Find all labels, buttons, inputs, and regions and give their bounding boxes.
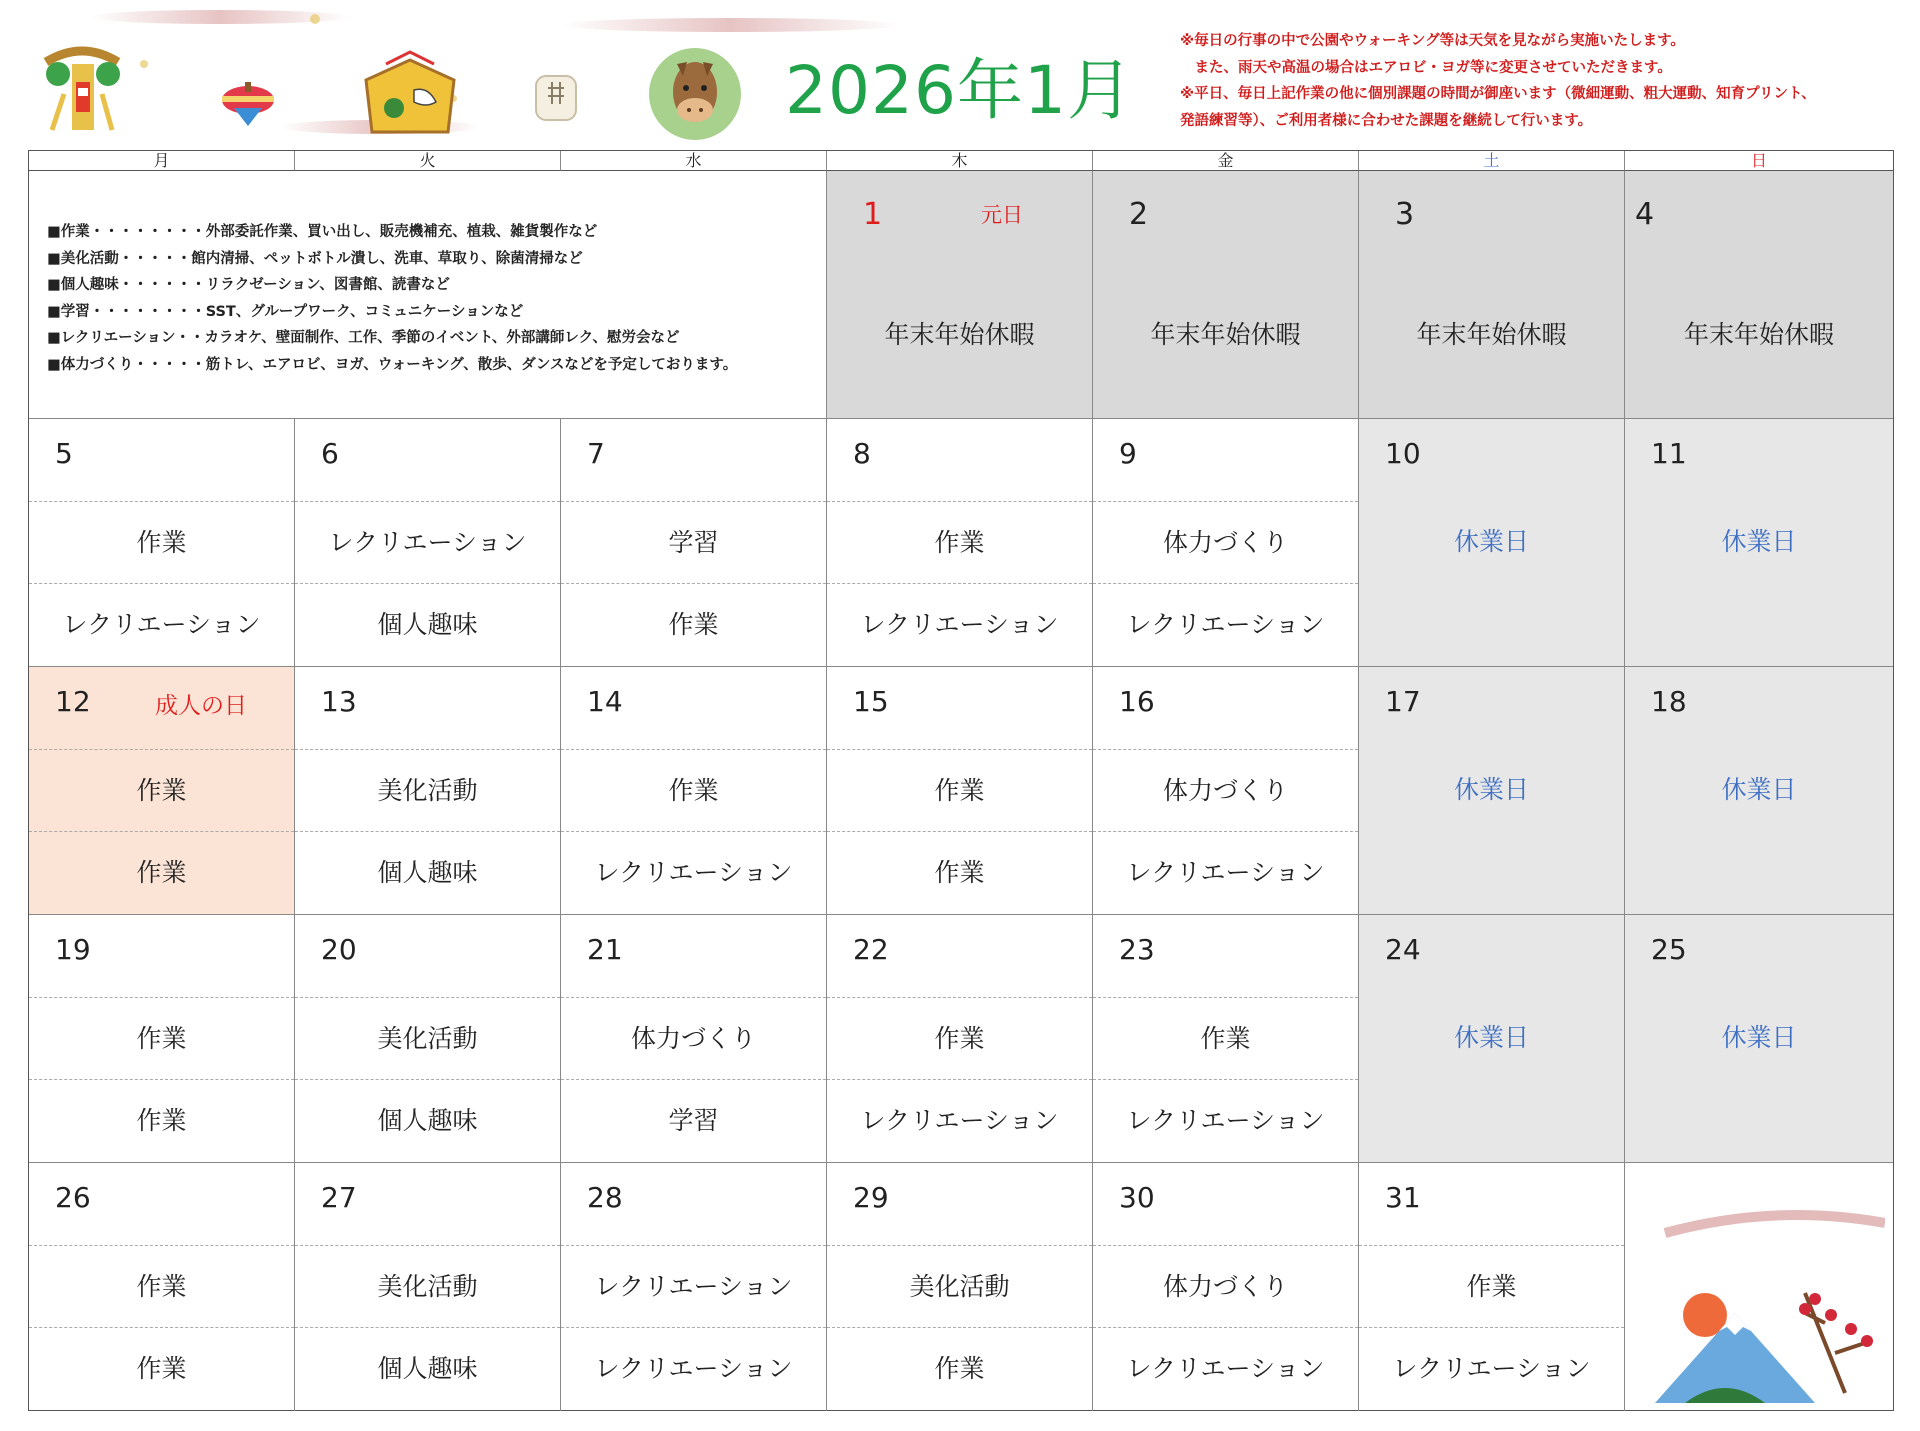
activity-afternoon: 作業 <box>561 583 826 666</box>
day-cell <box>1093 667 1359 915</box>
page-title: 2026年1月 <box>785 52 1134 129</box>
mount-fuji-icon <box>1655 1203 1885 1403</box>
day-number: 4 <box>1635 197 1655 232</box>
day-number: 14 <box>587 685 623 718</box>
day-cell <box>1093 915 1359 1163</box>
activity-afternoon: 作業 <box>29 1327 294 1410</box>
note-line: ※毎日の行事の中で公園やウォーキング等は天気を見ながら実施いたします。 <box>1180 33 1685 49</box>
day-cell <box>29 1163 295 1411</box>
activity-morning: 体力づくり <box>1093 501 1358 584</box>
day-cell <box>827 915 1093 1163</box>
day-cell <box>1359 915 1625 1163</box>
calendar-grid <box>28 150 1894 1411</box>
header <box>0 0 1920 148</box>
legend-item: ■個人趣味・・・・・・リラクゼーション、図書館、読書など <box>47 277 450 294</box>
closure-text: 年末年始休暇 <box>1416 320 1567 349</box>
activity-afternoon: 作業 <box>827 1327 1092 1410</box>
day-cell <box>1093 1163 1359 1411</box>
activity-afternoon: レクリエーション <box>1093 583 1358 666</box>
closed-label: 休業日 <box>1453 775 1529 804</box>
day-number: 8 <box>853 437 871 470</box>
day-number: 15 <box>853 685 889 718</box>
day-number: 10 <box>1385 437 1421 470</box>
day-cell <box>827 1163 1093 1411</box>
notes <box>1180 28 1880 134</box>
day-number: 28 <box>587 1181 623 1214</box>
shimenawa-icon <box>36 34 128 138</box>
day-cell <box>1625 419 1893 667</box>
day-number: 6 <box>321 437 339 470</box>
holiday-name: 成人の日 <box>155 693 247 719</box>
brush-stroke <box>560 18 900 32</box>
weekday-mon: 月 <box>29 151 295 171</box>
note-line: また、雨天や高温の場合はエアロビ・ヨガ等に変更させていただきます。 <box>1180 59 1672 76</box>
activity-afternoon: 個人趣味 <box>295 831 560 914</box>
day-number: 17 <box>1385 685 1421 718</box>
weekday-wed: 水 <box>561 151 827 171</box>
day-number: 25 <box>1651 933 1687 966</box>
activity-afternoon: 個人趣味 <box>295 1079 560 1162</box>
activity-afternoon: 作業 <box>29 1079 294 1162</box>
activity-morning: 作業 <box>29 997 294 1080</box>
day-number: 11 <box>1651 437 1687 470</box>
day-cell <box>827 667 1093 915</box>
closed-label: 休業日 <box>1721 1023 1797 1052</box>
activity-afternoon: レクリエーション <box>1093 831 1358 914</box>
horse-icon <box>647 46 743 142</box>
legend-cell <box>29 171 827 419</box>
gold-fleck <box>310 14 320 24</box>
day-cell <box>295 915 561 1163</box>
weekday-sat: 土 <box>1359 151 1625 171</box>
day-cell <box>561 915 827 1163</box>
note-line: ※平日、毎日上記作業の他に個別課題の時間が御座います（微細運動、粗大運動、知育プリント、 <box>1180 86 1816 102</box>
activity-afternoon: レクリエーション <box>827 583 1092 666</box>
closure-text: 年末年始休暇 <box>1683 320 1834 349</box>
day-number: 7 <box>587 437 605 470</box>
day-cell <box>295 667 561 915</box>
day-number: 16 <box>1119 685 1155 718</box>
day-number: 27 <box>321 1181 357 1214</box>
activity-morning: 作業 <box>1359 1245 1624 1328</box>
closure-text: 年末年始休暇 <box>1150 320 1301 349</box>
day-number: 3 <box>1395 197 1415 232</box>
gold-fleck <box>140 60 148 68</box>
day-number: 30 <box>1119 1181 1155 1214</box>
activity-morning: 作業 <box>1093 997 1358 1080</box>
activity-morning: 美化活動 <box>295 997 560 1080</box>
day-cell <box>1625 915 1893 1163</box>
day-cell <box>1093 171 1359 419</box>
day-cell <box>1625 667 1893 915</box>
day-cell <box>827 171 1093 419</box>
day-cell <box>1359 1163 1625 1411</box>
activity-morning: 美化活動 <box>295 1245 560 1328</box>
day-cell <box>1359 171 1625 419</box>
day-number: 2 <box>1129 197 1149 232</box>
activity-morning: 体力づくり <box>1093 1245 1358 1328</box>
activity-morning: 体力づくり <box>561 997 826 1080</box>
day-number: 26 <box>55 1181 91 1214</box>
day-number: 5 <box>55 437 73 470</box>
activity-legend <box>47 219 737 379</box>
note-line: 発語練習等）、ご利用者様に合わせた課題を継続して行います。 <box>1180 112 1593 129</box>
day-number: 23 <box>1119 933 1155 966</box>
day-number: 22 <box>853 933 889 966</box>
day-cell <box>827 419 1093 667</box>
activity-afternoon: 個人趣味 <box>295 1327 560 1410</box>
weekday-sun: 日 <box>1625 151 1893 171</box>
day-number: 29 <box>853 1181 889 1214</box>
day-cell <box>561 1163 827 1411</box>
activity-morning: 美化活動 <box>827 1245 1092 1328</box>
activity-afternoon: レクリエーション <box>561 1327 826 1410</box>
decoration-cell <box>1625 1163 1893 1410</box>
ema-plaque-icon <box>356 46 464 138</box>
activity-morning: 作業 <box>29 749 294 832</box>
activity-morning: 作業 <box>29 501 294 584</box>
activity-morning: レクリエーション <box>561 1245 826 1328</box>
activity-morning: 作業 <box>561 749 826 832</box>
day-number: 18 <box>1651 685 1687 718</box>
day-number: 24 <box>1385 933 1421 966</box>
day-cell <box>1359 419 1625 667</box>
day-number: 21 <box>587 933 623 966</box>
weekday-tue: 火 <box>295 151 561 171</box>
activity-morning: 作業 <box>827 749 1092 832</box>
activity-morning: 作業 <box>827 501 1092 584</box>
activity-afternoon: レクリエーション <box>1359 1327 1624 1410</box>
activity-afternoon: レクリエーション <box>29 583 294 666</box>
activity-morning: 学習 <box>561 501 826 584</box>
weekday-fri: 金 <box>1093 151 1359 171</box>
activity-morning: 美化活動 <box>295 749 560 832</box>
closure-text: 年末年始休暇 <box>884 320 1035 349</box>
activity-afternoon: レクリエーション <box>561 831 826 914</box>
day-cell <box>29 419 295 667</box>
day-cell <box>1625 171 1893 419</box>
day-number: 20 <box>321 933 357 966</box>
activity-morning: 作業 <box>827 997 1092 1080</box>
legend-item: ■学習・・・・・・・・SST、グループワーク、コミュニケーションなど <box>47 303 524 320</box>
activity-afternoon: 作業 <box>827 831 1092 914</box>
day-number: 1 <box>863 197 883 232</box>
day-cell <box>561 667 827 915</box>
day-cell <box>295 1163 561 1411</box>
activity-afternoon: 個人趣味 <box>295 583 560 666</box>
spinning-top-icon <box>220 80 276 128</box>
day-number: 13 <box>321 685 357 718</box>
day-cell <box>295 419 561 667</box>
activity-afternoon: レクリエーション <box>1093 1079 1358 1162</box>
day-cell <box>1359 667 1625 915</box>
weekday-thu: 木 <box>827 151 1093 171</box>
closed-label: 休業日 <box>1453 1023 1529 1052</box>
ofuda-icon <box>530 66 582 126</box>
legend-item: ■美化活動・・・・・館内清掃、ペットボトル潰し、洗車、草取り、除菌清掃など <box>47 250 583 267</box>
activity-afternoon: レクリエーション <box>1093 1327 1358 1410</box>
activity-morning: レクリエーション <box>295 501 560 584</box>
day-number: 31 <box>1385 1181 1421 1214</box>
closed-label: 休業日 <box>1721 775 1797 804</box>
legend-item: ■体力づくり・・・・・筋トレ、エアロビ、ヨガ、ウォーキング、散歩、ダンスなどを予定しております。 <box>47 356 738 373</box>
closed-label: 休業日 <box>1721 527 1797 556</box>
activity-afternoon: 学習 <box>561 1079 826 1162</box>
holiday-name: 元日 <box>981 203 1023 227</box>
legend-item: ■作業・・・・・・・・外部委託作業、買い出し、販売機補充、植栽、雑貨製作など <box>47 224 598 240</box>
day-cell <box>29 667 295 915</box>
day-cell <box>561 419 827 667</box>
activity-morning: 作業 <box>29 1245 294 1328</box>
day-number: 12 <box>55 685 91 718</box>
day-cell <box>1093 419 1359 667</box>
legend-item: ■レクリエーション・・カラオケ、壁面制作、工作、季節のイベント、外部講師レク、慰労会など <box>47 330 680 347</box>
closed-label: 休業日 <box>1453 527 1529 556</box>
activity-afternoon: 作業 <box>29 831 294 914</box>
day-number: 9 <box>1119 437 1137 470</box>
day-number: 19 <box>55 933 91 966</box>
day-cell <box>29 915 295 1163</box>
activity-afternoon: レクリエーション <box>827 1079 1092 1162</box>
activity-morning: 体力づくり <box>1093 749 1358 832</box>
